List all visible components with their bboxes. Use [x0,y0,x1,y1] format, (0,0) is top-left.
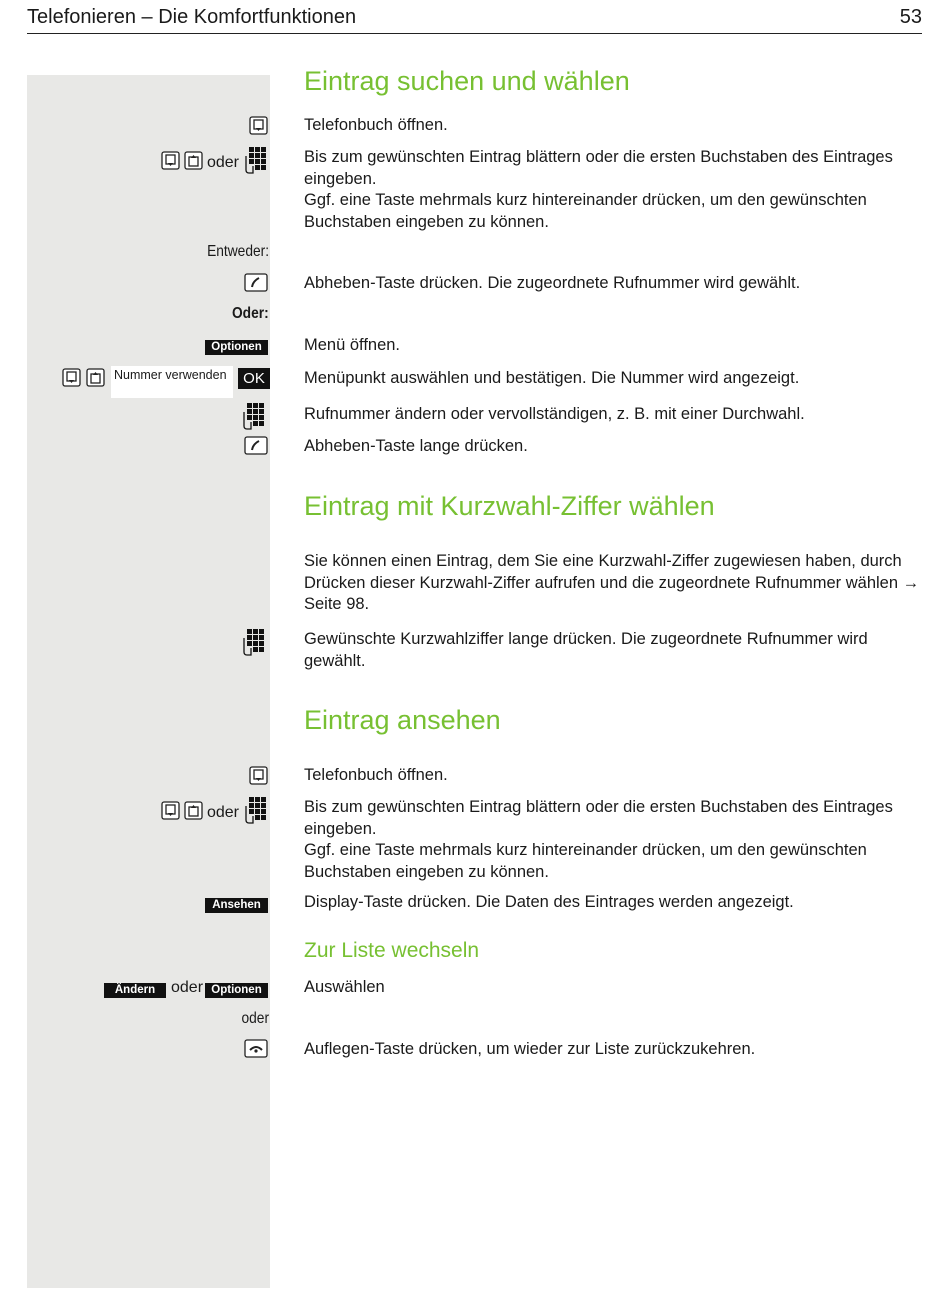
scroll-or-keypad-keys [161,796,269,829]
page-number: 53 [899,6,922,28]
scroll-down-key-icon [161,151,180,175]
keypad-icon [243,146,269,179]
hang-up-key-icon [244,1039,268,1063]
step-select-confirm: Menüpunkt auswählen und bestätigen. Die Nummer wird angezeigt. [304,369,800,387]
scroll-down-key-icon [62,368,81,392]
ansehen-softkey[interactable]: Ansehen [205,898,268,913]
oder-label: oder [206,153,239,171]
subsection-title-switch-list: Zur Liste wechseln [304,939,480,962]
step-scroll-or-type: Bis zum gewünschten Eintrag blättern oder die ersten Buchstaben des Eintrages eingeben. Ggf. eine Taste mehrmals kurz hintereinander drücken, um den gewünschten Buchstaben eingeben zu können. [304,148,893,231]
oder-label: oder [206,803,239,821]
optionen-softkey[interactable]: Optionen [205,340,268,355]
speed-dial-intro: Sie können einen Eintrag, dem Sie eine Kurzwahl-Ziffer zugewiesen haben, durch Drücken dieser Kurzwahl-Ziffer aufrufen und die zugeordnete Rufnummer wählen → Seite 98. [304,552,920,613]
step-edit-number: Rufnummer ändern oder vervollständigen, z. B. mit einer Durchwahl. [304,405,805,423]
keypad-icon [241,402,267,435]
step-view-entry: Display-Taste drücken. Die Daten des Eintrages werden angezeigt. [304,893,794,911]
step-scroll-or-type-2: Bis zum gewünschten Eintrag blättern oder die ersten Buchstaben des Eintrages eingeben. Ggf. eine Taste mehrmals kurz hintereinander drücken, um den gewünschten Buchstaben eingeben zu können. [304,798,893,881]
scroll-up-key-icon [184,801,203,825]
talk-key-icon [244,436,268,460]
keypad-icon [243,796,269,829]
section-title-speed-dial: Eintrag mit Kurzwahl-Ziffer wählen [304,491,715,521]
aendern-softkey[interactable]: Ändern [104,983,166,998]
step-speed-dial-press: Gewünschte Kurzwahlziffer lange drücken. Die zugeordnete Rufnummer wird gewählt. [304,630,868,670]
step-open-phonebook: Telefonbuch öffnen. [304,116,448,134]
talk-key-icon [244,273,268,297]
step-pick-up: Abheben-Taste drücken. Die zugeordnete Rufnummer wird gewählt. [304,274,801,292]
phonebook-key-icon [249,766,268,790]
menu-item-nummer-verwenden[interactable]: Nummer verwenden [111,366,233,398]
step-open-menu: Menü öffnen. [304,336,401,354]
scroll-up-key-icon [184,151,203,175]
oder-label: oder [241,1010,269,1027]
step-select: Auswählen [304,978,385,996]
either-label: Entweder: [207,243,269,260]
scroll-down-key-icon [161,801,180,825]
or-label: Oder: [232,305,269,322]
scroll-or-keypad-keys [161,146,269,179]
chapter-title: Telefonieren – Die Komfortfunktionen [27,6,357,28]
step-open-phonebook-2: Telefonbuch öffnen. [304,766,448,784]
oder-label: oder [171,979,204,996]
optionen-softkey[interactable]: Optionen [205,983,268,998]
ok-softkey[interactable]: OK [238,368,270,389]
section-title-search: Eintrag suchen und wählen [304,66,630,96]
scroll-up-key-icon [86,368,105,392]
page-header [27,6,922,34]
keypad-icon [241,628,267,661]
phonebook-key-icon [249,116,268,140]
step-hang-up: Auflegen-Taste drücken, um wieder zur Liste zurückzukehren. [304,1040,756,1058]
section-title-view-entry: Eintrag ansehen [304,705,501,735]
step-pick-up-long: Abheben-Taste lange drücken. [304,437,528,455]
